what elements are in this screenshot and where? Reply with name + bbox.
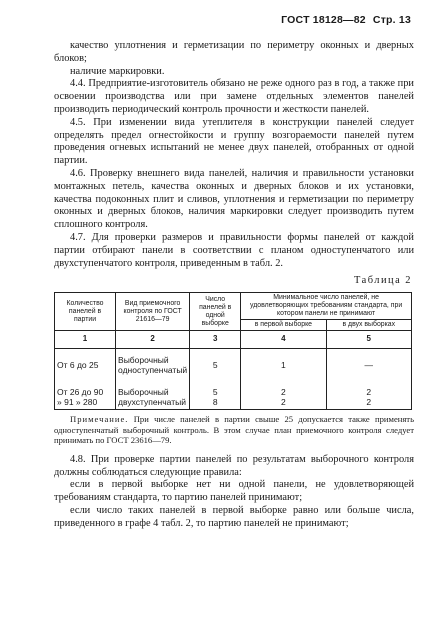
column-number: 1 [55, 331, 116, 349]
page-label: Стр. [372, 14, 396, 26]
column-number: 3 [190, 331, 241, 349]
cell-party: От 6 до 25 [55, 348, 116, 379]
first-value: 2 [281, 386, 286, 397]
standard-number: ГОСТ 18128—82 [281, 14, 366, 26]
table-note [54, 414, 414, 446]
paragraph-4-4: 4.4. Предприятие-изготовитель обязано не реже одного раз в год, а также при освоении производства или при замене отдельных элементов панелей производить периодический контроль прочности и жесткости панелей. [54, 78, 414, 115]
header-control-type: Вид приемочного контроля по ГОСТ 21616—79 [116, 293, 190, 331]
column-number: 2 [116, 331, 190, 349]
count-value: 5 [212, 386, 218, 397]
header-first-sample: в первой выборке [241, 320, 326, 331]
column-number: 4 [241, 331, 326, 349]
paragraph: качество уплотнения и герметизации по периметру оконных и дверных блоков; [54, 40, 414, 64]
first-value: 2 [281, 396, 286, 407]
header-rejection-number: Минимальное число панелей, не удовлетворяющих требованиям стандарта, при котором панели не принимают [241, 293, 412, 320]
cell-two [326, 379, 411, 410]
count-value: 8 [212, 396, 218, 407]
column-number: 5 [326, 331, 411, 349]
paragraph-4-7: 4.7. Для проверки размеров и правильности формы панелей от каждой партии отбирают панели в соответствии с планом одноступенчатого или двухступенчатого контроля, приведенным в табл. 2. [54, 231, 414, 269]
two-value: 2 [366, 396, 372, 407]
table-caption: Таблица 2 [354, 275, 412, 287]
paragraph: если в первой выборке нет ни одной панели, не удовлетворяющей требованиям стандарта, то партию панелей принимают; [54, 479, 414, 504]
paragraph-4-6: 4.6. Проверку внешнего вида панелей, наличия и правильности установки монтажных петель, качества оконных и дверных блоков и их установки, качества подоконных плит и сливов, уплотнения и герметизации по периметру оконных и дверных блоков, наличия маркировки следует производить путем сплошного контроля. [54, 167, 414, 231]
header-sample-size: Число панелей в одной выборке [190, 293, 241, 331]
paragraph: наличие маркировки. [70, 65, 165, 77]
two-value: 2 [366, 386, 372, 397]
header-two-samples: в двух выборках [326, 320, 411, 331]
cell-count: 5 [190, 348, 241, 379]
cell-control: Выборочный одноступенчатый [116, 348, 190, 379]
note-text: При числе панелей в партии свыше 25 допускается также применять одноступенчатый выборочный контроль. В этом случае план приемочного контроля следует принимать по ГОСТ 23616—79. [54, 413, 414, 446]
cell-control: Выборочный двухступенчатый [116, 379, 190, 410]
page-header [281, 14, 411, 26]
party-range: От 26 до 90 [57, 386, 104, 397]
page-number: 13 [398, 14, 411, 26]
cell-two: — [326, 348, 411, 379]
party-range: » 91 » 280 [57, 396, 98, 407]
paragraph-4-8: 4.8. При проверке партии панелей по результатам выборочного контроля должны соблюдаться следующие правила: [54, 453, 414, 478]
table-row [55, 348, 412, 379]
cell-party [55, 379, 116, 410]
document-body [54, 40, 414, 531]
paragraph: если число таких панелей в первой выборке равно или больше числа, приведенного в графе 4 табл. 2, то партию панелей не принимают; [54, 504, 414, 529]
cell-first: 1 [241, 348, 326, 379]
section-4-8 [54, 454, 414, 531]
sampling-table [54, 292, 412, 410]
paragraph-4-5: 4.5. При изменении вида утеплителя в конструкции панелей следует определять предел огнестойкости и группу возгораемости панелей путем проведения огневых испытаний не менее двух панелей, отобранных от одной партии. [54, 116, 414, 167]
header-party-size: Количество панелей в партии [55, 293, 116, 331]
table-row [55, 379, 412, 410]
cell-first [241, 379, 326, 410]
note-label: Примечание. [70, 413, 129, 424]
cell-count [190, 379, 241, 410]
